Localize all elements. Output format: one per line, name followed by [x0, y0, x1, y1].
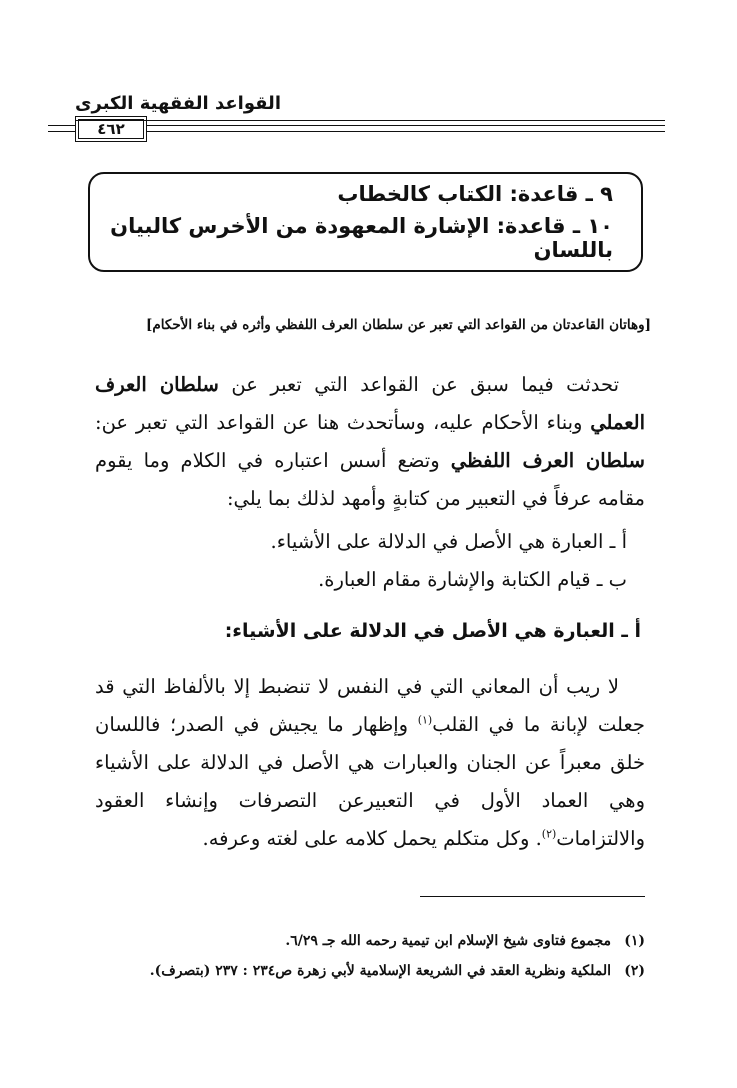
para1-text-3: وتضع أسس اعتباره في الكلام وما يقوم مقامه عرفاً في التعبير من كتابةٍ وأمهد لذلك بما يلي:	[95, 449, 645, 510]
footnote-separator	[420, 896, 645, 897]
page-number-bar	[48, 119, 665, 141]
page-number: ٤٦٢	[78, 119, 144, 139]
outline-list	[271, 523, 627, 599]
rule-title-10: ١٠ ـ قاعدة: الإشارة المعهودة من الأخرس كالبيان باللسان	[110, 214, 613, 262]
para1-text-1: تحدثت فيما سبق عن القواعد التي تعبر عن	[218, 373, 619, 396]
para2-text-1: لا ريب أن المعاني التي في النفس لا تنضبط إلا بالألفاظ التي قد جعلت لإبانة ما في القلب	[95, 675, 645, 736]
running-header-title: القواعد الفقهية الكبرى	[75, 93, 281, 114]
body-paragraph	[95, 668, 645, 858]
double-rule-left	[48, 125, 76, 132]
para2-text-2: وإظهار ما يجيش في الصدر؛ فاللسان خلق معبراً عن الجنان والعبارات هي الأصل في الدلالة على الأشياء وهي العماد الأول في التعبيرعن التصرفات وإنشاء العقود والالتزامات	[95, 713, 645, 850]
para1-text-2: وبناء الأحكام عليه، وسأتحدث هنا عن القواعد التي تعبر عن:	[95, 411, 591, 434]
footnote-number: (١)	[624, 933, 645, 949]
double-rule-right	[146, 125, 665, 132]
para1-bold-2: سلطان العرف اللفظي	[450, 449, 645, 472]
footnote-text: مجموع فتاوى شيخ الإسلام ابن تيمية رحمه الله جـ ٦/٢٩.	[285, 933, 611, 949]
para1-bold-1: سلطان العرف العملي	[95, 373, 645, 434]
rule-title-9: ٩ ـ قاعدة: الكتاب كالخطاب	[337, 182, 613, 206]
list-item: أ ـ العبارة هي الأصل في الدلالة على الأشياء.	[270, 530, 627, 553]
para2-text-3: . وكل متكلم يحمل كلامه على لغته وعرفه.	[202, 827, 542, 850]
footnote-item	[150, 926, 645, 956]
footnote-item	[150, 956, 645, 986]
intro-paragraph	[95, 366, 645, 518]
footnotes	[150, 926, 645, 986]
rule-title-box	[88, 172, 643, 272]
section-subtitle: [وهاتان القاعدتان من القواعد التي تعبر عن سلطان العرف اللفظي وأثره في بناء الأحكام]	[146, 317, 651, 333]
footnote-ref-1[interactable]: (١)	[417, 713, 433, 727]
footnote-ref-2[interactable]: (٢)	[541, 827, 557, 841]
section-heading: أ ـ العبارة هي الأصل في الدلالة على الأشياء:	[224, 620, 641, 642]
footnote-number: (٢)	[624, 963, 645, 979]
list-item: ب ـ قيام الكتابة والإشارة مقام العبارة.	[318, 568, 627, 591]
footnote-text: الملكية ونظرية العقد في الشريعة الإسلامية لأبي زهرة ص٢٣٤ : ٢٣٧ (بتصرف).	[149, 963, 611, 979]
